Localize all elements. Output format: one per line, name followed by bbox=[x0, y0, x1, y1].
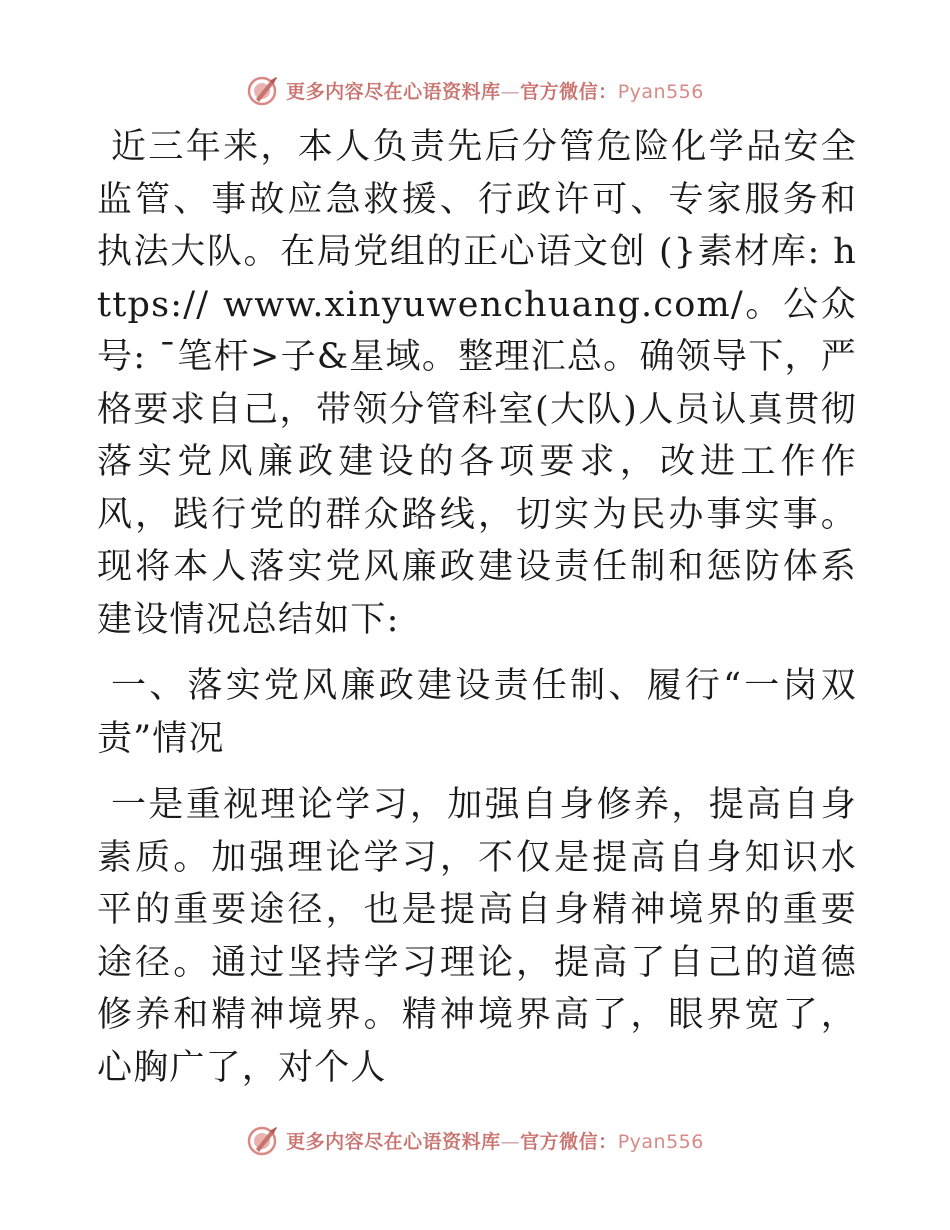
watermark-separator: — bbox=[500, 1130, 521, 1153]
watermark-text bbox=[286, 1127, 704, 1154]
paragraph-intro: 近三年来，本人负责先后分管危险化学品安全监管、事故应急救援、行政许可、专家服务和执法大队。在局党组的正心语文创 (}素材库: https:// www.xinyuwenchuang.com/。公众号: ¯笔杆>子&星域。整理汇总。确领导下，严格要求自己，带领分管科室(大队)人员认真贯彻落实党风廉政建设的各项要求，改进工作作风，践行党的群众路线，切实为民办事实事。现将本人落实党风廉政建设责任制和惩防体系建设情况总结如下: bbox=[97, 127, 857, 640]
watermark-account-id: Pyan556 bbox=[617, 80, 704, 103]
watermark-account-id: Pyan556 bbox=[617, 1130, 704, 1153]
pen-logo-icon bbox=[246, 73, 280, 107]
paragraph-study: 一是重视理论学习，加强自身修养，提高自身素质。加强理论学习，不仅是提高自身知识水平的重要途径，也是提高自身精神境界的重要途径。通过坚持学习理论，提高了自己的道德修养和精神境界。精神境界高了，眼界宽了，心胸广了，对个人 bbox=[97, 785, 857, 1088]
watermark-main: 更多内容尽在心语资料库 bbox=[286, 1130, 501, 1153]
header-watermark bbox=[0, 70, 950, 110]
section-heading: 一、落实党风廉政建设责任制、履行“一岗双责”情况 bbox=[97, 666, 857, 759]
watermark-account-label: 官方微信： bbox=[520, 80, 618, 103]
watermark-separator: — bbox=[500, 80, 521, 103]
watermark-text bbox=[286, 77, 704, 104]
footer-watermark bbox=[0, 1120, 950, 1160]
document-body bbox=[97, 121, 857, 1094]
pen-logo-icon bbox=[246, 1123, 280, 1157]
watermark-main: 更多内容尽在心语资料库 bbox=[286, 80, 501, 103]
watermark-account-label: 官方微信： bbox=[520, 1130, 618, 1153]
